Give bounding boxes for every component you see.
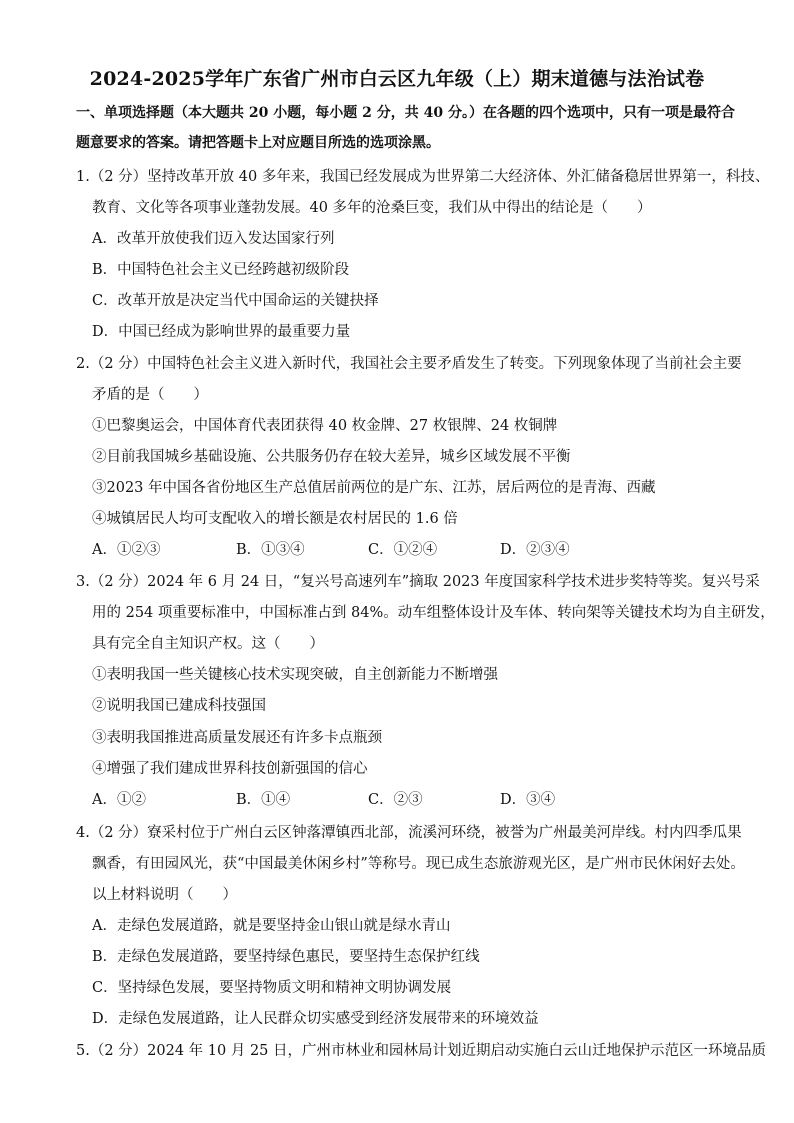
question-1-option-a: A．改革开放使我们迈入发达国家行列 bbox=[92, 231, 335, 247]
question-2-choice-b: B．①③④ bbox=[236, 542, 305, 558]
section-instructions-line2: 题意要求的答案。请把答题卡上对应题目所选的选项涂黑。 bbox=[76, 135, 440, 151]
question-4-option-c: C．坚持绿色发展，要坚持物质文明和精神文明协调发展 bbox=[92, 980, 452, 996]
question-2-choice-d: D．②③④ bbox=[500, 542, 570, 558]
question-1-option-d: D．中国已经成为影响世界的最重要力量 bbox=[92, 324, 351, 340]
section-instructions-line1: 一、单项选择题（本大题共 20 小题，每小题 2 分，共 40 分。）在各题的四个选项中，只有一项是最符合 bbox=[76, 105, 735, 121]
question-5-stem-line1: 5.（2 分）2024 年 10 月 25 日，广州市林业和园林局计划近期启动实施白云山迁地保护示范区一环境品质 bbox=[76, 1043, 767, 1059]
question-3-choice-c: C．②③ bbox=[368, 792, 423, 808]
question-1-option-b: B．中国特色社会主义已经跨越初级阶段 bbox=[92, 262, 350, 278]
question-2-choice-c: C．①②④ bbox=[368, 542, 438, 558]
question-2-item-4: ④城镇居民人均可支配收入的增长额是农村居民的 1.6 倍 bbox=[92, 511, 458, 527]
exam-title: 2024-2025学年广东省广州市白云区九年级（上）期末道德与法治试卷 bbox=[89, 68, 705, 90]
question-1-stem-line2: 教育、文化等各项事业蓬勃发展。40 多年的沧桑巨变，我们从中得出的结论是（ ） bbox=[92, 200, 652, 216]
question-3-item-4: ④增强了我们建成世界科技创新强国的信心 bbox=[92, 761, 368, 777]
question-2-item-3: ③2023 年中国各省份地区生产总值居前两位的是广东、江苏，居后两位的是青海、西藏 bbox=[92, 480, 656, 496]
question-3-item-2: ②说明我国已建成科技强国 bbox=[92, 698, 266, 714]
question-2-stem-line1: 2.（2 分）中国特色社会主义进入新时代，我国社会主要矛盾发生了转变。下列现象体现了当前社会主要 bbox=[76, 356, 742, 372]
question-3-choice-b: B．①④ bbox=[236, 792, 291, 808]
question-4-option-a: A．走绿色发展道路，就是要坚持金山银山就是绿水青山 bbox=[92, 918, 451, 934]
question-3-item-1: ①表明我国一些关键核心技术实现突破，自主创新能力不断增强 bbox=[92, 667, 498, 683]
question-3-choice-d: D．③④ bbox=[500, 792, 556, 808]
question-4-option-d: D．走绿色发展道路，让人民群众切实感受到经济发展带来的环境效益 bbox=[92, 1011, 539, 1027]
question-1-stem-line1: 1.（2 分）坚持改革开放 40 多年来，我国已经发展成为世界第二大经济体、外汇储备稳居世界第一，科技、 bbox=[76, 169, 770, 185]
question-2-choice-a: A．①②③ bbox=[92, 542, 161, 558]
question-2-stem-line2: 矛盾的是（ ） bbox=[92, 387, 208, 403]
question-3-stem-line1: 3.（2 分）2024 年 6 月 24 日，“复兴号高速列车”摘取 2023 年度国家科学技术进步奖特等奖。复兴号采 bbox=[76, 574, 760, 590]
question-4-stem-line1: 4.（2 分）寮采村位于广州白云区钟落潭镇西北部，流溪河环绕，被誉为广州最美河岸线。村内四季瓜果 bbox=[76, 825, 742, 841]
question-3-stem-line2: 用的 254 项重要标准中，中国标准占到 84%。动车组整体设计及车体、转向架等关键技术均为自主研发， bbox=[92, 605, 775, 621]
question-3-stem-line3: 具有完全自主知识产权。这（ ） bbox=[92, 636, 324, 652]
question-1-option-c: C．改革开放是决定当代中国命运的关键抉择 bbox=[92, 293, 379, 309]
question-2-item-1: ①巴黎奥运会，中国体育代表团获得 40 枚金牌、27 枚银牌、24 枚铜牌 bbox=[92, 418, 558, 434]
question-4-stem-line2: 飘香，有田园风光，获“中国最美休闲乡村”等称号。现已成生态旅游观光区，是广州市民休闲好去处。 bbox=[92, 856, 745, 872]
question-3-item-3: ③表明我国推进高质量发展还有许多卡点瓶颈 bbox=[92, 730, 382, 746]
question-4-option-b: B．走绿色发展道路，要坚持绿色惠民，要坚持生态保护红线 bbox=[92, 949, 480, 965]
question-4-stem-line3: 以上材料说明（ ） bbox=[92, 887, 237, 903]
question-3-choice-a: A．①② bbox=[92, 792, 146, 808]
question-2-item-2: ②目前我国城乡基础设施、公共服务仍存在较大差异，城乡区域发展不平衡 bbox=[92, 449, 571, 465]
